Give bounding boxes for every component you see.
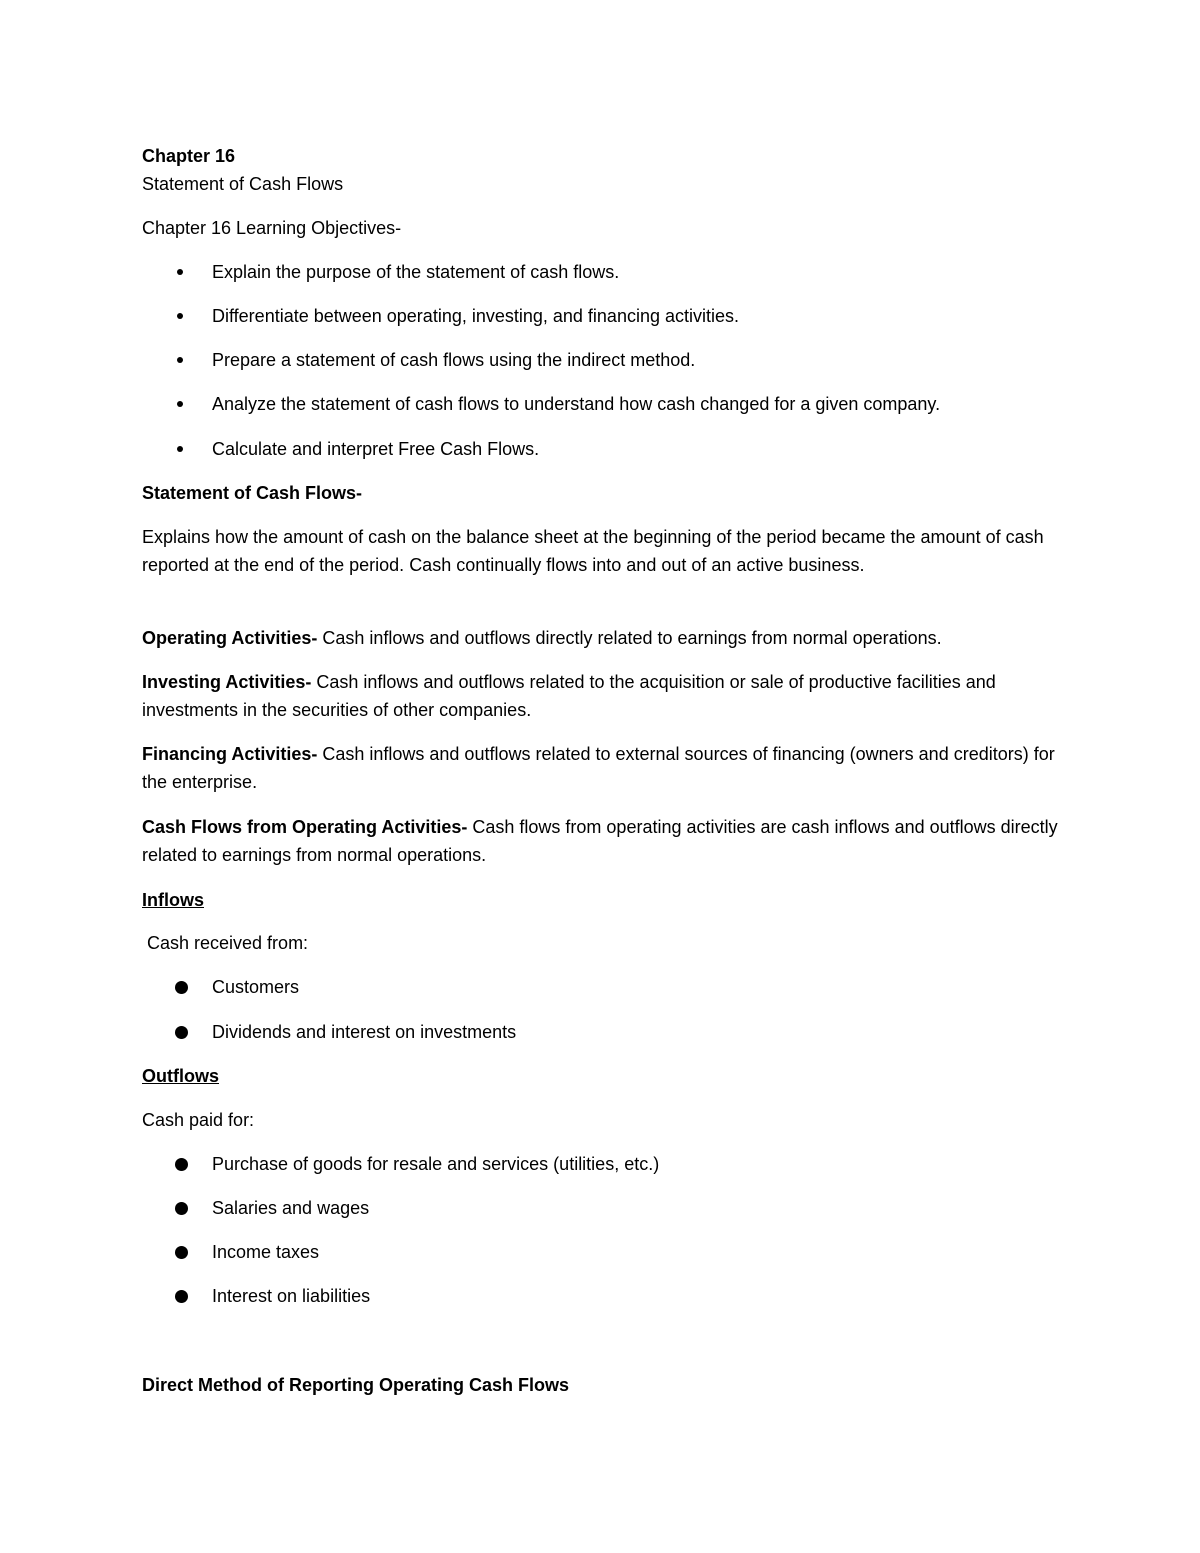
bullet-icon: [175, 1158, 188, 1171]
definition-term: Operating Activities-: [142, 628, 318, 648]
chapter-title: Chapter 16: [142, 146, 236, 166]
definition-text: Cash flows from operating activities are cash inflows and outflows directly related to earnings from normal operations.: [142, 817, 1058, 865]
inflows-heading: Inflows: [142, 890, 204, 910]
definition-financing: [142, 740, 1062, 796]
inflow-item: [142, 1018, 1072, 1046]
objective-text: Calculate and interpret Free Cash Flows.: [212, 439, 540, 459]
definition-term: Financing Activities-: [142, 744, 318, 764]
objective-text: Analyze the statement of cash flows to understand how cash changed for a given company.: [212, 394, 941, 414]
outflow-item: [142, 1282, 1072, 1310]
bullet-icon: [175, 981, 188, 994]
definition-term: Cash Flows from Operating Activities-: [142, 817, 468, 837]
outflows-intro: Cash paid for:: [142, 1110, 255, 1130]
bullet-icon: [177, 446, 183, 452]
objective-item: [142, 390, 1072, 418]
inflow-text: Customers: [212, 977, 300, 997]
inflow-text: Dividends and interest on investments: [212, 1022, 517, 1042]
definition-text: Cash inflows and outflows directly related to earnings from normal operations.: [317, 628, 942, 648]
objective-item: [142, 258, 1072, 286]
definition-text: Cash inflows and outflows related to the acquisition or sale of productive facilities and investments in the securities of other companies.: [142, 672, 996, 720]
outflow-text: Interest on liabilities: [212, 1286, 371, 1306]
objective-text: Differentiate between operating, investing, and financing activities.: [212, 306, 739, 326]
outflow-item: [142, 1150, 1072, 1178]
bullet-icon: [175, 1290, 188, 1303]
bullet-icon: [177, 269, 183, 275]
outflow-item: [142, 1194, 1072, 1222]
objective-item: [142, 302, 1072, 330]
scf-paragraph: Explains how the amount of cash on the balance sheet at the beginning of the period became the amount of cash reported at the end of the period. Cash continually flows into and out of an active business.: [142, 527, 1044, 575]
bullet-icon: [177, 401, 183, 407]
scf-heading: Statement of Cash Flows-: [142, 483, 363, 503]
outflow-text: Income taxes: [212, 1242, 320, 1262]
outflows-heading: Outflows: [142, 1066, 219, 1086]
inflow-item: [142, 973, 1072, 1001]
outflow-text: Purchase of goods for resale and services (utilities, etc.): [212, 1154, 660, 1174]
bullet-icon: [177, 357, 183, 363]
bullet-icon: [177, 313, 183, 319]
definition-operating: [142, 624, 1062, 652]
outflow-text: Salaries and wages: [212, 1198, 370, 1218]
definition-term: Investing Activities-: [142, 672, 312, 692]
direct-method-heading: Direct Method of Reporting Operating Cash Flows: [142, 1375, 570, 1395]
objective-item: [142, 435, 1072, 463]
definition-investing: [142, 668, 1062, 724]
outflow-item: [142, 1238, 1072, 1266]
objective-text: Prepare a statement of cash flows using the indirect method.: [212, 350, 696, 370]
objective-item: [142, 346, 1072, 374]
bullet-icon: [175, 1246, 188, 1259]
bullet-icon: [175, 1026, 188, 1039]
chapter-subtitle: Statement of Cash Flows: [142, 174, 344, 194]
definition-text: Cash inflows and outflows related to external sources of financing (owners and creditors) for the enterprise.: [142, 744, 1055, 792]
definition-cash-flows-operating: [142, 813, 1062, 869]
bullet-icon: [175, 1202, 188, 1215]
objective-text: Explain the purpose of the statement of cash flows.: [212, 262, 620, 282]
objectives-heading: Chapter 16 Learning Objectives-: [142, 218, 402, 238]
inflows-intro: Cash received from:: [142, 933, 309, 953]
